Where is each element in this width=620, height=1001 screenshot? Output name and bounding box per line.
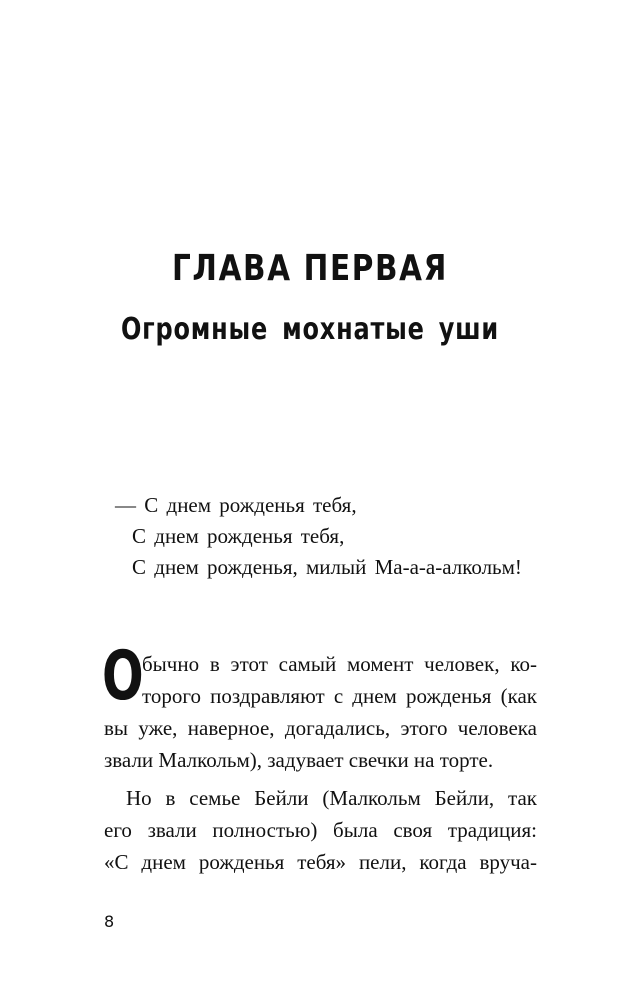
poem — [115, 490, 522, 583]
paragraph-line: бычно в этот самый момент человек, ко- — [142, 652, 537, 676]
poem-line: — С днем рожденья тебя, — [115, 493, 357, 517]
poem-line: С днем рожденья, милый Ма-а-а-алкольм! — [132, 555, 522, 579]
page-number: 8 — [104, 912, 115, 931]
paragraph-line: его звали полностью) была своя традиция: — [104, 818, 537, 842]
poem-line: С днем рожденья тебя, — [132, 524, 345, 548]
paragraph-line: звали Малкольм), задувает свечки на торте. — [104, 748, 494, 772]
paragraph-line: торого поздравляют с днем рожденья (как — [142, 684, 537, 708]
paragraph-line: «С днем рожденья тебя» пели, когда вруча- — [104, 850, 537, 874]
chapter-title: Огромные мохнатые уши — [120, 312, 500, 347]
paragraph-line: Но в семье Бейли (Малкольм Бейли, так — [126, 786, 537, 810]
paragraph — [102, 637, 537, 776]
prose-body — [102, 637, 537, 878]
paragraph-line: вы уже, наверное, догадались, этого человека — [104, 716, 537, 740]
drop-cap: О — [102, 637, 144, 716]
paragraph — [104, 782, 537, 878]
chapter-label: ГЛАВА ПЕРВАЯ — [171, 248, 449, 289]
